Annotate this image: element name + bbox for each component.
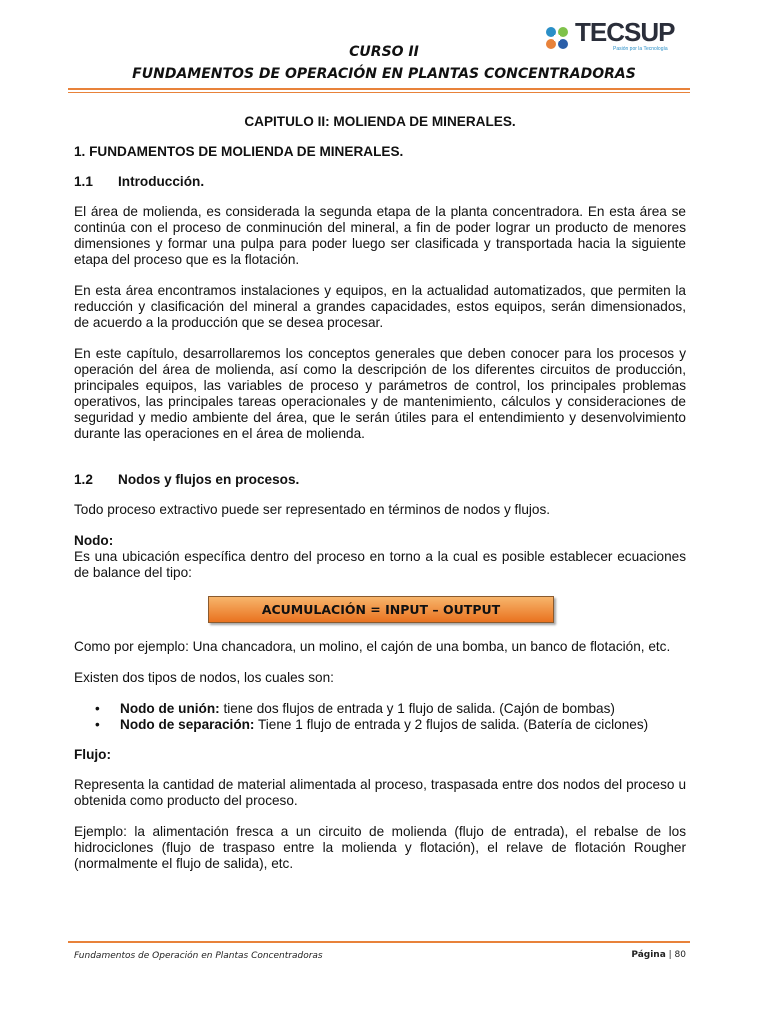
subsection-number: 1.2 — [74, 472, 93, 487]
logo-wordmark: TECSUP — [575, 17, 675, 47]
page-number-value: 80 — [674, 950, 686, 960]
list-item-label: Nodo de separación: — [120, 717, 255, 732]
list-item-label: Nodo de unión: — [120, 701, 220, 716]
section-heading: 1. FUNDAMENTOS DE MOLIENDA DE MINERALES. — [74, 144, 404, 159]
page-body — [74, 114, 686, 887]
nodo-label: Nodo: — [74, 533, 114, 548]
subsection-title: Introducción. — [118, 174, 205, 189]
paragraph: El área de molienda, es considerada la segunda etapa de la planta concentradora. En esta área se continúa con el proceso de conminución del mineral, a fin de poder lograr un producto de menores dimensiones y formar una pulpa para poder luego ser clasificada y transportada hacia la siguiente etapa del proceso que es la flotación. — [74, 204, 686, 267]
subsection-heading — [74, 174, 686, 190]
formula-box: ACUMULACIÓN = INPUT – OUTPUT — [208, 596, 554, 623]
paragraph: En esta área encontramos instalaciones y equipos, en la actualidad automatizados, que permiten la reducción y clasificación del mineral a grandes capacidades, estos equipos, serán dimensionados, de acuerdo a la producción que se desea procesar. — [74, 283, 686, 330]
header-rule-thin — [68, 92, 690, 93]
page-number — [631, 950, 686, 960]
list-item — [120, 701, 686, 717]
paragraph: Existen dos tipos de nodos, los cuales son: — [74, 670, 334, 685]
paragraph: Como por ejemplo: Una chancadora, un molino, el cajón de una bomba, un banco de flotación, etc. — [74, 639, 671, 654]
chapter-heading: CAPITULO II: MOLIENDA DE MINERALES. — [244, 114, 516, 129]
paragraph: En este capítulo, desarrollaremos los conceptos generales que deben conocer para los procesos y operación del área de molienda, así como la descripción de los diferentes circuitos de producción, principales equipos, las variables de proceso y parámetros de control, los principales problemas operativos, las principales tareas operacionales y de mantenimiento, cálculos y consideraciones de seguridad y medio ambiente del área, que le serán útiles para el entendimiento y desenvolvimiento durante las operaciones en el área de molienda. — [74, 346, 686, 441]
node-types-list — [74, 701, 686, 733]
subsection-title: Nodos y flujos en procesos. — [118, 472, 300, 487]
course-subtitle: FUNDAMENTOS DE OPERACIÓN EN PLANTAS CONCENTRADORAS — [132, 66, 636, 82]
paragraph: Es una ubicación específica dentro del proceso en torno a la cual es posible establecer ecuaciones de balance del tipo: — [74, 549, 686, 580]
paragraph: Ejemplo: la alimentación fresca a un circuito de molienda (flujo de entrada), el rebalse de los hidrociclones (flujo de traspaso entre la molienda y flotación), el relave de flotación Rougher (normalmente el flujo de salida), etc. — [74, 824, 686, 871]
footer-title: Fundamentos de Operación en Plantas Concentradoras — [74, 951, 323, 961]
flujo-label: Flujo: — [74, 747, 111, 762]
page-label: Página — [631, 950, 666, 960]
paragraph: Todo proceso extractivo puede ser representado en términos de nodos y flujos. — [74, 502, 551, 517]
header-rule — [68, 88, 690, 90]
paragraph: Representa la cantidad de material alimentada al proceso, traspasada entre dos nodos del proceso u obtenida como producto del proceso. — [74, 777, 686, 808]
page-separator: | — [665, 950, 675, 960]
logo-tagline: Pasión por la Tecnología — [613, 46, 668, 52]
subsection-number: 1.1 — [74, 174, 93, 189]
list-item-text: Tiene 1 flujo de entrada y 2 flujos de salida. (Batería de ciclones) — [254, 717, 649, 732]
subsection-heading — [74, 472, 686, 488]
footer-rule — [68, 941, 690, 943]
list-item — [120, 717, 686, 733]
course-title: CURSO II — [349, 44, 419, 60]
list-item-text: tiene dos flujos de entrada y 1 flujo de salida. (Cajón de bombas) — [219, 701, 615, 716]
